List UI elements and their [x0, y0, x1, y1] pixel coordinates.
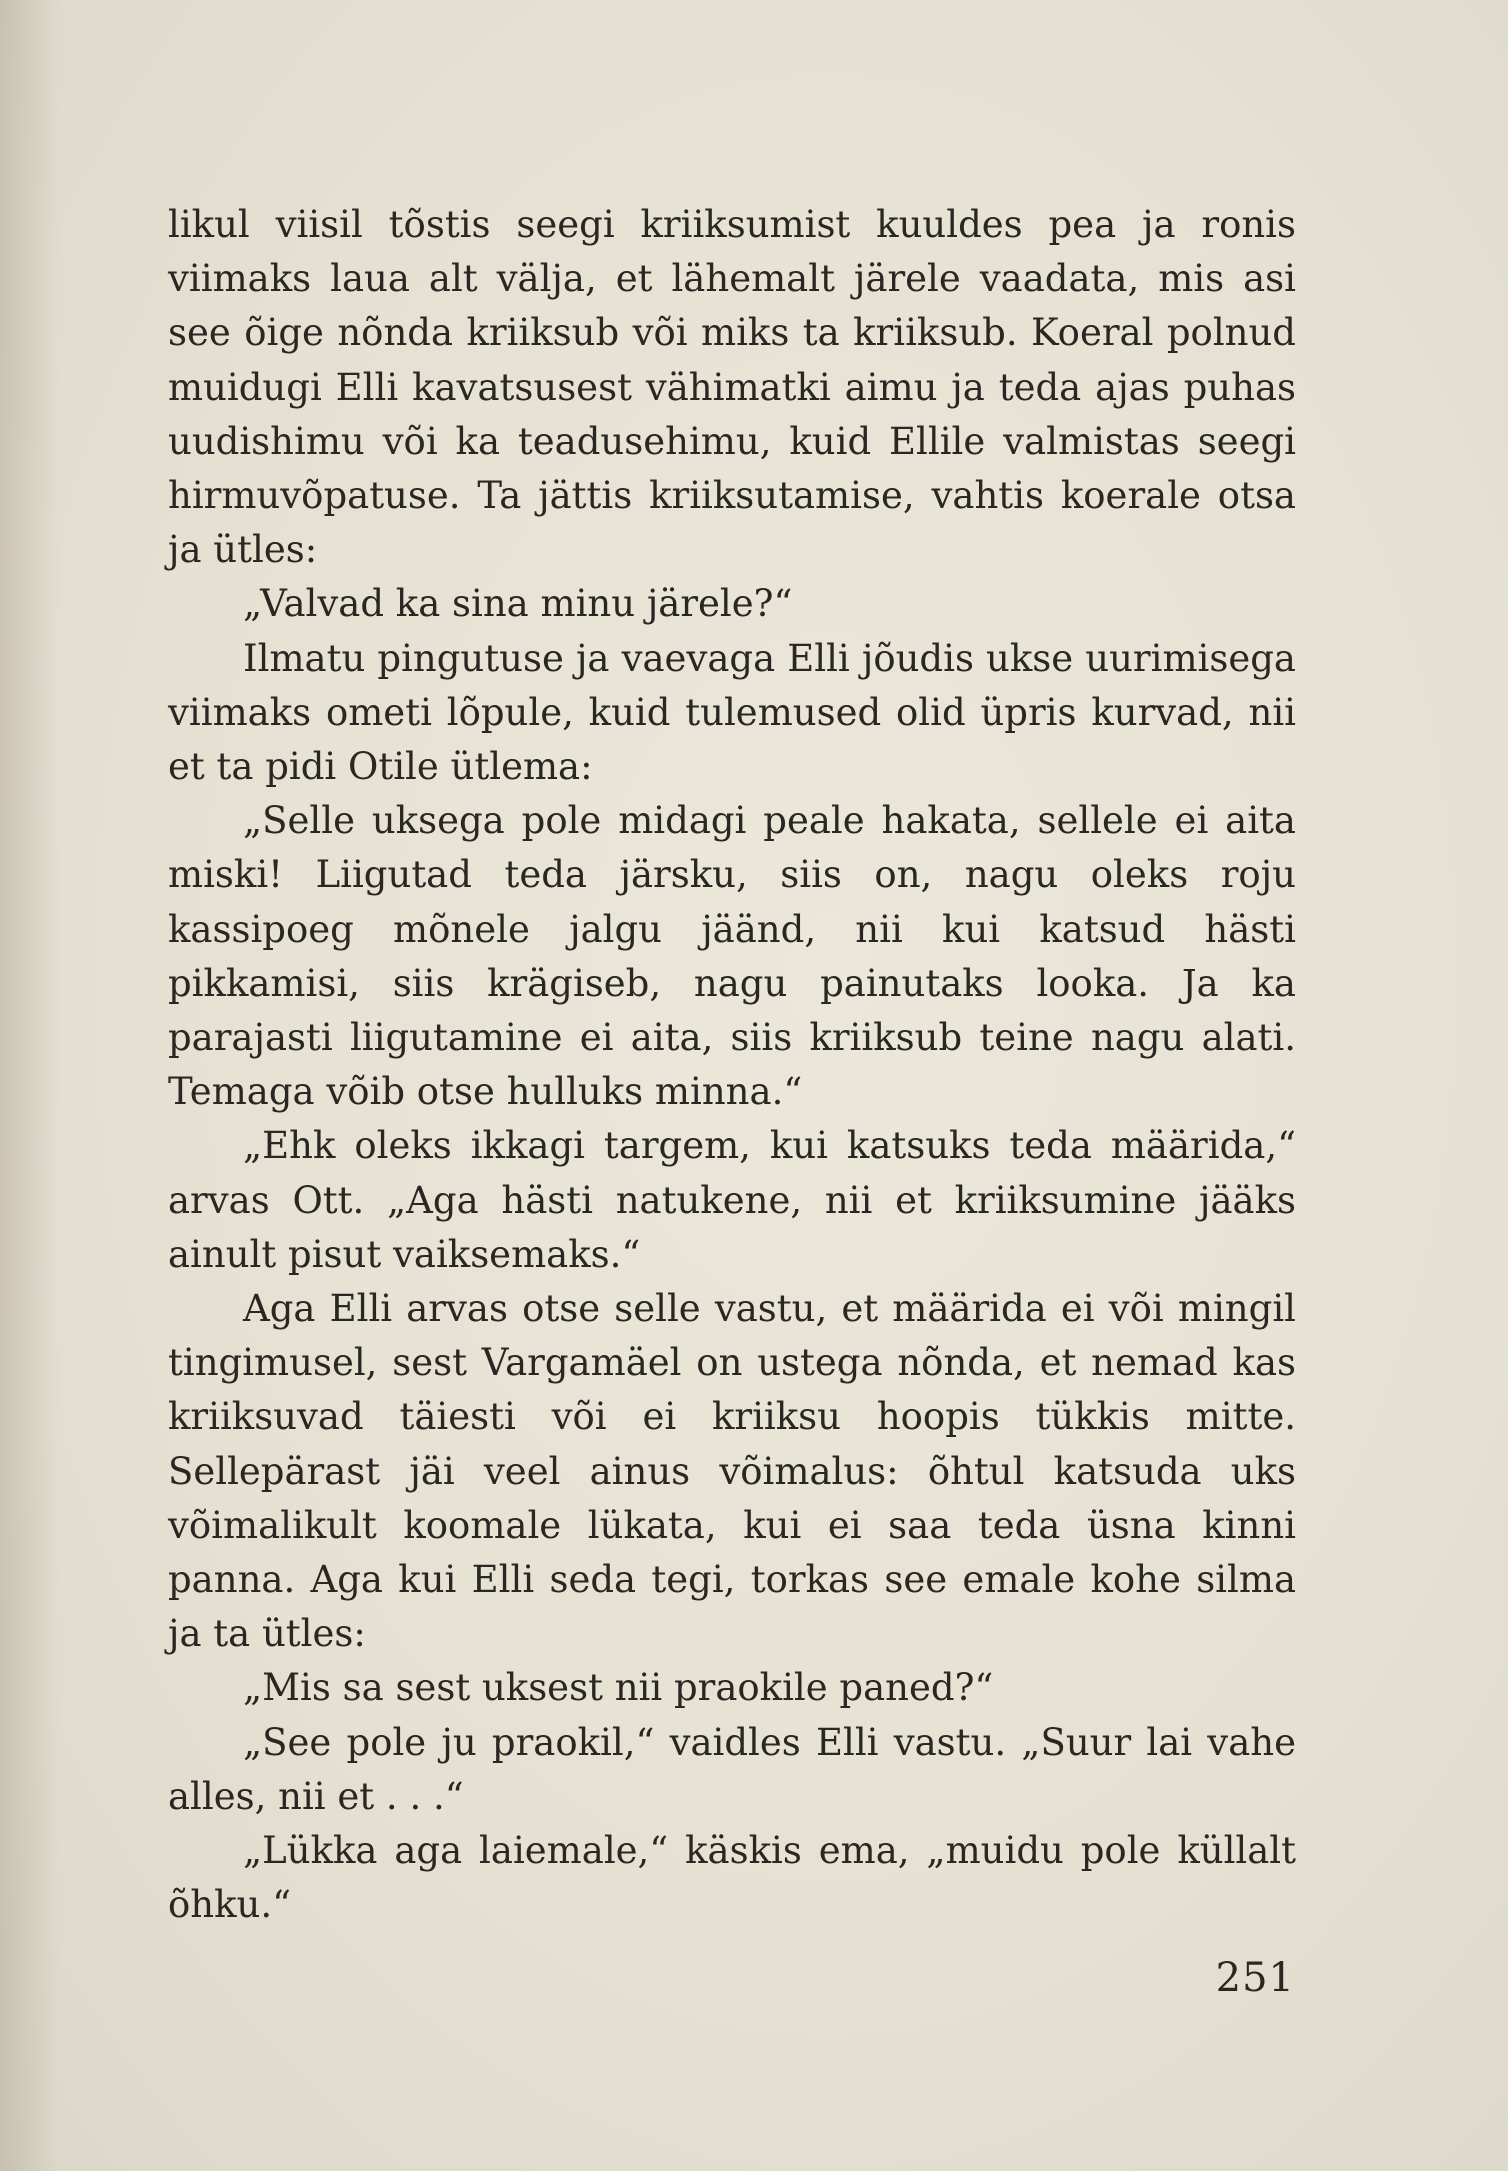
page-gutter-shadow	[0, 0, 60, 2171]
paragraph: Ilmatu pingutuse ja vaevaga Elli jõudis ukse uurimisega viimaks ometi lõpule, kuid tulemused olid üpris kurvad, nii et ta pidi Otile ütlema:	[168, 636, 1296, 789]
paragraph: likul viisil tõstis seegi kriiksumist kuuldes pea ja ronis viimaks laua alt välja, et lähemalt järele vaadata, mis asi see õige nõnda kriiksub või miks ta kriiksub. Koeral polnud muidugi Elli kavatsusest vähimatki aimu ja teda ajas puhas uudishimu või ka teadusehimu, kuid Ellile valmistas seegi hirmuvõpatuse. Ta jättis kriiksutamise, vahtis koerale otsa ja ütles:	[168, 203, 1296, 572]
paragraph: „Ehk oleks ikkagi targem, kui katsuks teda määrida,“ arvas Ott. „Aga hästi natukene, nii et kriiksumine jääks ainult pisut vaiksemaks.“	[168, 1124, 1296, 1276]
paragraph: „Mis sa sest uksest nii praokile paned?“	[243, 1666, 994, 1710]
body-text	[168, 198, 1296, 1933]
paragraph: „See pole ju praokil,“ vaidles Elli vastu. „Suur lai vahe alles, nii et . . .“	[168, 1720, 1296, 1818]
paragraph: Aga Elli arvas otse selle vastu, et määrida ei või mingil tingimusel, sest Vargamäel on ustega nõnda, et nemad kas kriiksuvad täiesti või ei kriiksu hoopis tükkis mitte. Sellepärast jäi veel ainus võimalus: õhtul katsuda uks võimalikult koomale lükata, kui ei saa teda üsna kinni panna. Aga kui Elli seda tegi, torkas see emale kohe silma ja ta ütles:	[168, 1287, 1296, 1656]
paragraph: „Lükka aga laiemale,“ käskis ema, „muidu pole küllalt õhku.“	[168, 1829, 1296, 1927]
paragraph: „Selle uksega pole midagi peale hakata, sellele ei aita miski! Liigutad teda järsku, siis on, nagu oleks roju kassipoeg mõnele jalgu jäänd, nii kui katsud hästi pikkamisi, siis krägiseb, nagu painutaks looka. Ja ka parajasti liigutamine ei aita, siis kriiksub teine nagu alati. Temaga võib otse hulluks minna.“	[168, 799, 1296, 1114]
paragraph: „Valvad ka sina minu järele?“	[243, 582, 793, 626]
page-number: 251	[1215, 1955, 1295, 2001]
